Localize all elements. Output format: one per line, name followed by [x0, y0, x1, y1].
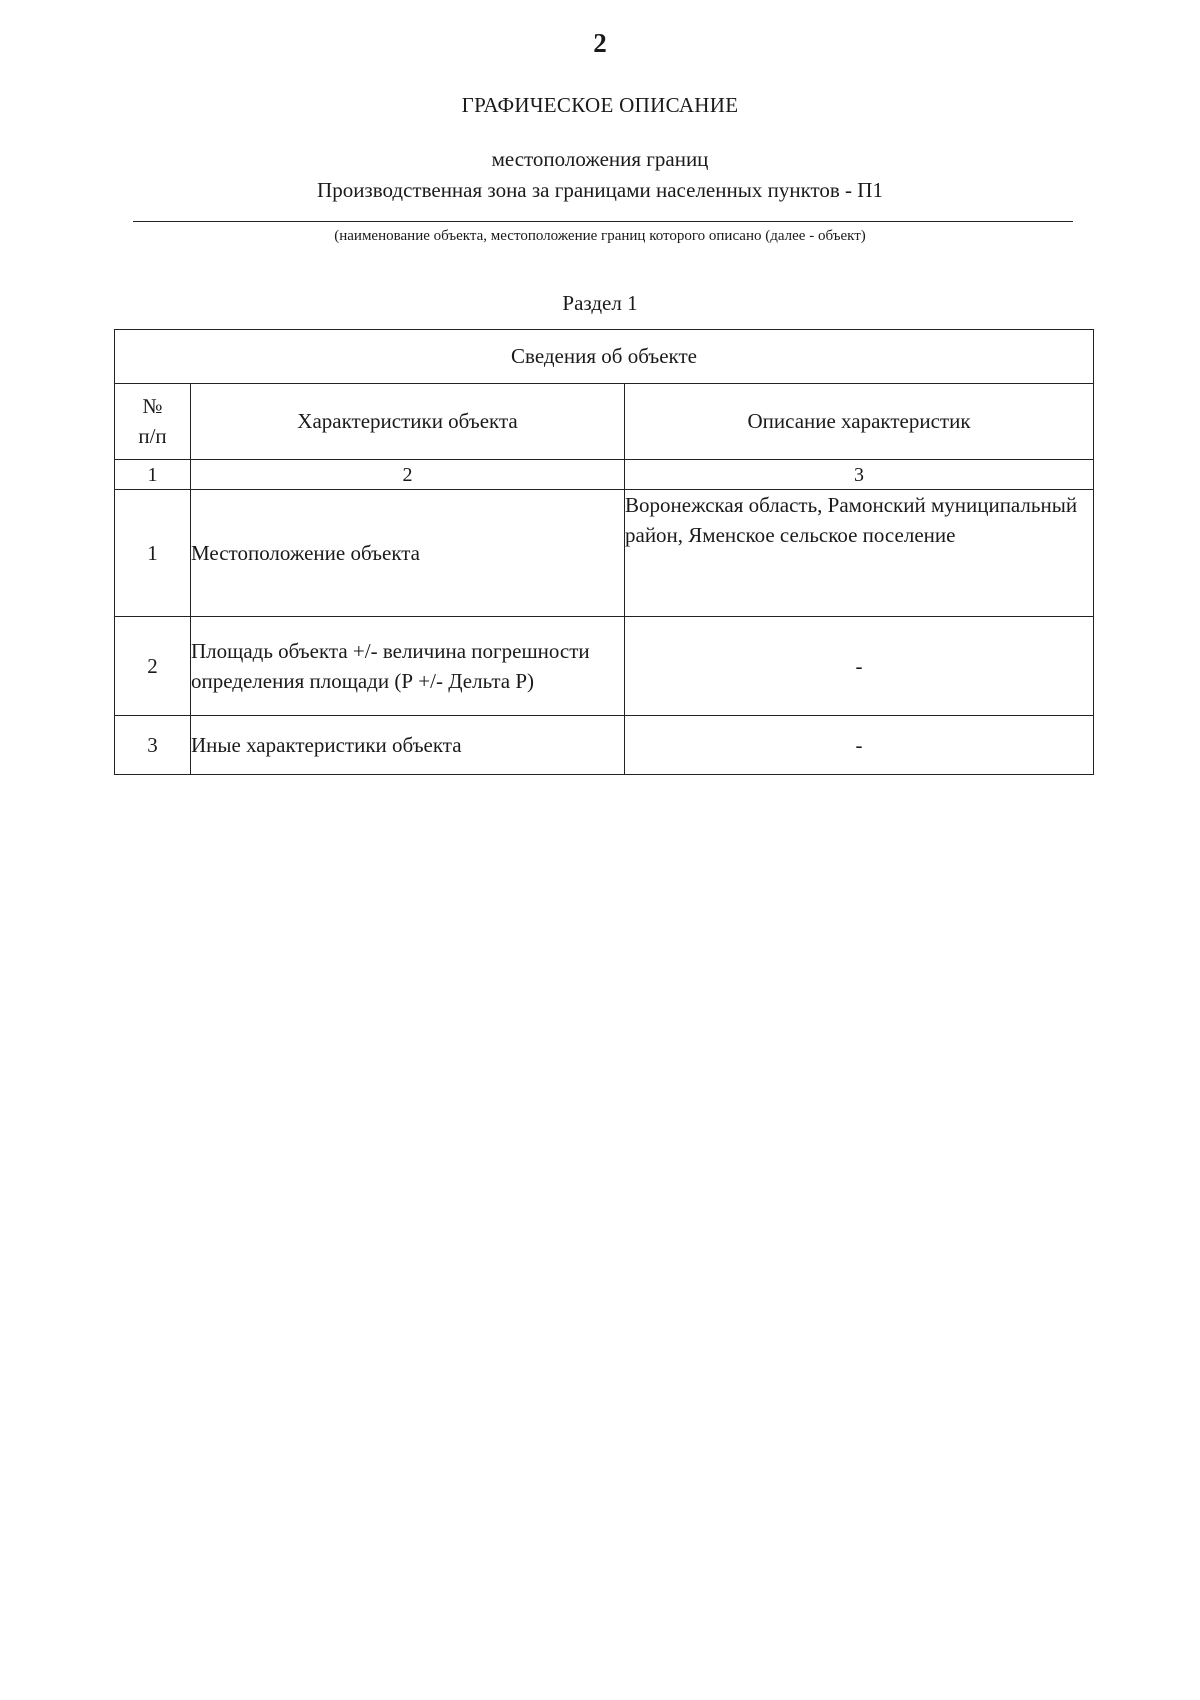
header-number-pp: п/п [138, 423, 167, 448]
header-number-sign: № [142, 394, 163, 419]
column-number: 1 [115, 460, 191, 490]
row-characteristic: Площадь объекта +/- величина погрешности определения площади (Р +/- Дельта Р) [191, 617, 625, 716]
table-header-row [115, 384, 1094, 460]
document-title: ГРАФИЧЕСКОЕ ОПИСАНИЕ [461, 93, 739, 117]
object-name: Производственная зона за границами населенных пунктов - П1 [317, 178, 883, 202]
row-number: 1 [115, 490, 191, 617]
table-row [115, 617, 1094, 716]
header-characteristic: Характеристики объекта [191, 384, 625, 460]
row-number: 2 [115, 617, 191, 716]
table-row [115, 716, 1094, 775]
table-caption-row [115, 330, 1094, 384]
column-number: 3 [625, 460, 1094, 490]
column-number: 2 [191, 460, 625, 490]
row-characteristic: Местоположение объекта [191, 490, 625, 617]
table-row [115, 490, 1094, 617]
object-name-caption: (наименование объекта, местоположение границ которого описано (далее - объект) [334, 228, 866, 244]
page-number: 2 [593, 28, 607, 58]
row-characteristic: Иные характеристики объекта [191, 716, 625, 775]
object-name-underline [133, 221, 1073, 222]
row-description: - [625, 716, 1094, 775]
row-description: - [625, 617, 1094, 716]
header-number [115, 384, 191, 460]
header-description: Описание характеристик [625, 384, 1094, 460]
row-description: Воронежская область, Рамонский муниципальный район, Яменское сельское поселение [625, 490, 1094, 617]
document-subtitle: местоположения границ [491, 147, 709, 171]
table-caption: Сведения об объекте [115, 330, 1094, 384]
row-number: 3 [115, 716, 191, 775]
object-info-table [114, 329, 1094, 775]
section-title: Раздел 1 [562, 291, 638, 315]
column-number-row [115, 460, 1094, 490]
